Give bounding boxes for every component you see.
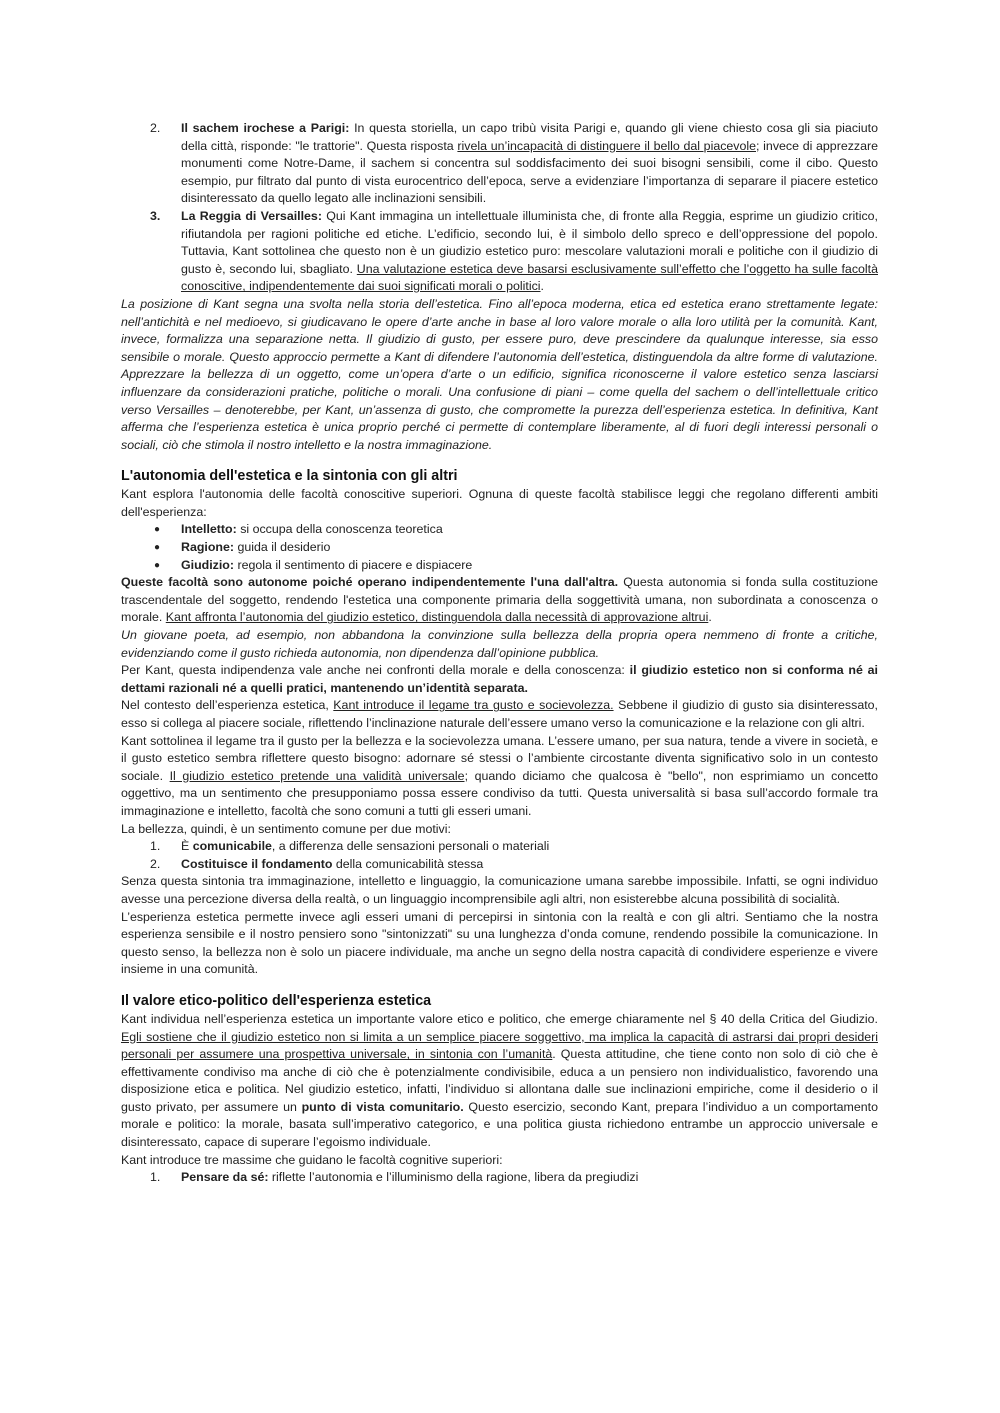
item-text: In questa storiella, un capo tribù visita Parigi e, quando gli viene chiesto cosa gli sia piaciuto della città, risponde: "le trattorie". Questa risposta <box>181 121 878 153</box>
maxims-paragraph: Kant introduce tre massime che guidano le facoltà cognitive superiori: <box>121 1152 503 1167</box>
bullet-icon: ● <box>154 524 161 536</box>
body-text: riflette l’autonomia e l’illuminismo della ragione, libera da pregiudizi <box>268 1170 639 1185</box>
bullet-icon: ● <box>154 542 161 554</box>
item-underlined-text: Una valutazione estetica deve basarsi esclusivamente sull’effetto che l’oggetto ha sulle facoltà conoscitive, indipendentemente dai suoi significati morali o politici <box>181 261 878 294</box>
underlined-text: Kant affronta l’autonomia del giudizio estetico, distinguendola dalla necessità di approvazione altrui <box>165 610 709 625</box>
faculty-name: Ragione: <box>181 540 235 555</box>
item-underlined-text: rivela un’incapacità di distinguere il bello dal piacevole; <box>457 138 760 153</box>
kant-paragraph <box>121 662 878 697</box>
underlined-text: Kant introduce il legame tra gusto e socievolezza. <box>333 698 614 713</box>
context-paragraph <box>121 697 878 732</box>
faculty-name: Giudizio: <box>181 557 234 572</box>
italic-paragraph: La posizione di Kant segna una svolta nella storia dell’estetica. Fino all’epoca moderna, etica ed estetica erano strettamente legate: nell’antichità e nel medioevo, si giudicavano le opere d’arte anche in base al loro valore morale o alla loro utilità per la comunità. Kant, invece, formalizza una separazione netta. Il giudizio di gusto, per essere puro, deve prescindere da qualunque interesse, sia esso sensibile o morale. Questo approccio permette a Kant di difendere l’autonomia dell’estetica, distinguendola da altre forme di valutazione. Apprezzare la bellezza di un oggetto, come un’opera d’arte o un edificio, significa riconoscerne il valore estetico senza lasciarsi influenzare da considerazioni pratiche, politiche o morali. Una confusione di piani – come quella del sachem o dell’intellettuale critico verso Versailles – denoterebbe, per Kant, un’assenza di gusto, che compromette la purezza dell’esperienza estetica. In definitiva, Kant afferma che l’esperienza estetica è unica proprio perché ci permette di contemplare liberamente, al di fuori degli interessi personali o sociali, ciò che stimola il nostro intelletto e la nostra immaginazione. <box>121 296 878 452</box>
item-title: Il sachem irochese a Parigi: <box>181 121 350 135</box>
body-text: quando diciamo che qualcosa è "bello", non esprimiamo un concetto oggettivo, ma un sentimento che presupponiamo possa essere condiviso da tutti. Questa universalità si basa sull’accordo formale tra immaginazione e intelletto, facoltà che sono comuni a tutti gli esseri umani. <box>121 768 878 818</box>
bold-text: il giudizio estetico non si conforma né ai dettami razionali né a quelli pratici, mantenendo un’identità separata. <box>121 663 878 695</box>
bullet-icon: ● <box>154 559 161 571</box>
underlined-text: Il giudizio estetico pretende una validità universale; <box>169 768 469 783</box>
faculties-list <box>121 521 878 574</box>
body-text: Kant individua nell’esperienza estetica un importante valore etico e politico, che emerge chiaramente nel § 40 della Critica del Giudizio. <box>121 1011 878 1026</box>
body-text: Nel contesto dell’esperienza estetica, <box>121 698 334 713</box>
body-text: Per Kant, questa indipendenza vale anche nei confronti della morale e della conoscenza: <box>121 663 630 678</box>
ethic-paragraph <box>121 1011 878 1152</box>
list-marker: 3. <box>150 208 161 223</box>
body-text: della comunicabilità stessa <box>332 856 484 871</box>
underlined-text: Egli sostiene che il giudizio estetico non si limita a un semplice piacere soggettivo, ma implica la capacità di astrarsi dai propri desideri personali per assumere una prospettiva universale, in sintonia con l’umanità <box>121 1029 878 1062</box>
reasons-list <box>121 838 878 873</box>
body-text: Questo esercizio, secondo Kant, prepara l’individuo a un comportamento morale e politico: la morale, basata sull’imperativo categorico, e una politica giusta richiedono entrambe un approccio universale e disinteressato, capace di superare l’egoismo individuale. <box>121 1099 878 1150</box>
list-marker: 2. <box>150 856 161 871</box>
experience-paragraph: L’esperienza estetica permette invece agli esseri umani di percepirsi in sintonia con la realtà e con gli altri. Sentiamo che la nostra esperienza sensibile e il nostro pensiero sono "sintonizzati" su una lunghezza d’onda comune, rendendo possibile la comunicazione. In questo senso, la bellezza non è solo un piacere individuale, ma anche un segno della nostra capacità di condividere esperienze e vivere insieme in una comunità. <box>121 909 878 977</box>
maxims-list <box>121 1169 878 1187</box>
autonomy-paragraph <box>121 574 878 627</box>
list-item-giudizio <box>121 557 878 575</box>
body-text: . <box>708 610 712 625</box>
section-heading-autonomy: L'autonomia dell'estetica e la sintonia con gli altri <box>121 468 458 485</box>
faculty-desc: regola il sentimento di piacere e dispiacere <box>234 557 473 572</box>
body-text: Kant sottolinea il legame tra il gusto per la bellezza e la socievolezza umana. L’essere umano, per sua natura, tende a vivere in società, e il gusto estetico sembra riflettere questo bisogno: adornare sé stessi o l’ambiente circostante diventa significativo solo in un contesto sociale. <box>121 733 878 783</box>
list-item-ragione <box>121 539 878 557</box>
bold-text: Pensare da sé: <box>181 1170 269 1185</box>
intro-paragraph: Kant esplora l'autonomia delle facoltà conoscitive superiori. Ognuna di queste facoltà stabilisce leggi che regolano differenti ambiti dell'esperienza: <box>121 487 878 519</box>
item-text: Qui Kant immagina un intellettuale illuminista che, di fronte alla Reggia, esprime un giudizio critico, rifiutandola per ragioni politiche ed etiche. L’edificio, secondo lui, è il simbolo dello spreco e dell’oppressione del popolo. Tuttavia, Kant sottolinea che questo non è un giudizio estetico puro: mescolare valutazioni morali e politiche con il giudizio di gusto è, secondo lui, sbagliato. <box>181 208 878 276</box>
body-text: Questa autonomia si fonda sulla costituzione trascendentale del soggetto, rendendo l'estetica una componente primaria della soggettività umana, non subordinata a conoscenza o morale. <box>121 575 878 625</box>
list-marker: 2. <box>150 121 161 135</box>
faculty-desc: guida il desiderio <box>234 540 331 555</box>
beauty-paragraph: La bellezza, quindi, è un sentimento comune per due motivi: <box>121 821 451 836</box>
list-item-intelletto <box>121 521 878 539</box>
faculty-name: Intelletto: <box>181 522 237 537</box>
faculty-desc: si occupa della conoscenza teoretica <box>236 522 443 537</box>
list-item-reason <box>121 838 878 856</box>
item-text: . <box>540 279 544 294</box>
bold-text: Costituisce il fondamento <box>181 856 333 871</box>
bold-text: comunicabile <box>192 839 272 854</box>
list-marker: 1. <box>150 839 161 854</box>
body-text: , a differenza delle sensazioni personali o materiali <box>271 839 550 854</box>
list-item-versailles <box>121 208 878 296</box>
bold-text: Queste facoltà sono autonome poiché operano indipendentemente l'una dall'altra. <box>121 575 619 590</box>
document-page <box>121 120 878 1187</box>
bond-paragraph <box>121 733 878 821</box>
section-heading-ethic: Il valore etico-politico dell'esperienza estetica <box>121 992 432 1009</box>
list-item-maxim <box>121 1169 878 1187</box>
body-text: . Questa attitudine, che tiene conto non solo di ciò che è effettivamente condiviso ma anche di ciò che è potenzialmente condivisibile, educa a un pensiero non individualistico, favorendo una disposizione etica e politica. Nel giudizio estetico, infatti, l’individuo si allontana dalle sue inclinazioni empiriche, come il desiderio o il gusto privato, per assumere un <box>121 1047 878 1114</box>
poet-paragraph: Un giovane poeta, ad esempio, non abbandona la convinzione sulla bellezza della propria opera nemmeno di fronte a critiche, evidenziando come il gusto richieda autonomia, non dipendenza dall’opinione pubblica. <box>121 628 878 660</box>
list-item-sachem <box>121 120 878 208</box>
list-item-reason <box>121 856 878 874</box>
item-title: La Reggia di Versailles: <box>181 208 322 223</box>
bold-text: punto di vista comunitario. <box>301 1099 464 1114</box>
body-text: È <box>181 839 193 854</box>
item-text: invece di apprezzare monumenti come Notre-Dame, il sachem si concentra sul soddisfacimento dei suoi bisogni sensibili, come il cibo. Questo esempio, pur filtrato dal punto di vista eurocentrico dell’epoca, serve a evidenziare l’importanza di separare il piacere estetico disinteressato da quello legato alle inclinazioni sensibili. <box>181 138 879 206</box>
examples-list <box>121 120 878 296</box>
list-marker: 1. <box>150 1170 161 1185</box>
without-paragraph: Senza questa sintonia tra immaginazione, intelletto e linguaggio, la comunicazione umana sarebbe impossibile. Infatti, se ogni individuo avesse una percezione diversa della realtà, o un linguaggio incomprensibile agli altri, non esisterebbe alcuna possibilità di socialità. <box>121 874 878 906</box>
body-text: Sebbene il giudizio di gusto sia disinteressato, esso si collega al piacere sociale, riflettendo l’inclinazione naturale dell’essere umano verso la comunicazione e la relazione con gli altri. <box>121 698 878 730</box>
